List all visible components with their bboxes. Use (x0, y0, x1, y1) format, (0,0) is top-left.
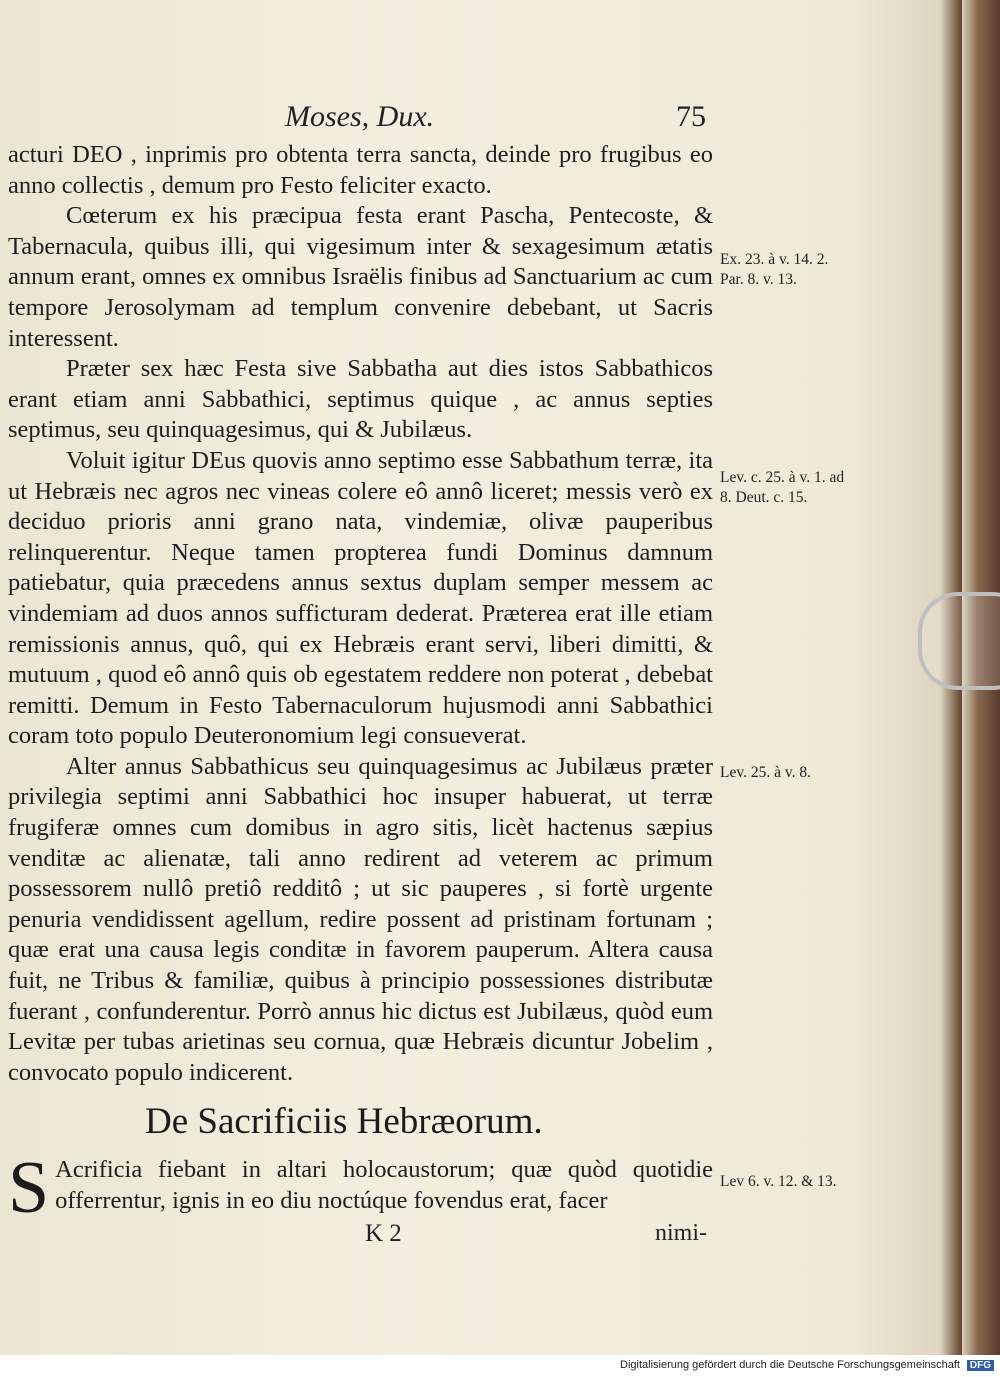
signature-mark: K 2 (365, 1220, 402, 1247)
dfg-logo: DFG (967, 1360, 994, 1371)
paragraph: Voluit igitur DEus quovis anno septimo esse Sabbathum terræ, ita ut Hebræis nec agros nec vineas colere eô annô liceret; messis verò ex deciduo prioris anni grano nata, vindemiæ, olivæ pauperibus relinquerentur. Neque tamen propterea fundi Dominus damnum patiebatur, quia præcedens annus sextus duplam semper messem ac vindemiam ad duos annos sufficturam dederat. Præterea erat ille etiam remissionis annus, quô, qui ex Hebræis erant servi, liberi dimitti, & mutuum , quod eô annô quis ob egestatem reddere non poterat , debebat remitti. Demum in Festo Tabernaculorum hujusmodi anni Sabbathici coram toto populo Deuteronomium legi consueverat. (8, 446, 713, 750)
section-heading: De Sacrificiis Hebræorum. (145, 1101, 543, 1142)
final-paragraph (8, 1147, 713, 1229)
page-header (0, 100, 1000, 140)
paragraph: acturi DEO , inprimis pro obtenta terra sancta, deinde pro frugibus eo anno collectis , demum pro Festo feliciter exacto. (8, 141, 713, 199)
body-text (8, 140, 713, 1088)
funding-credit: Digitalisierung gefördert durch die Deutsche Forschungsgemeinschaft (620, 1359, 960, 1371)
margin-note: Lev 6. v. 12. & 13. (720, 1173, 837, 1190)
paragraph: Cœterum ex his præcipua festa erant Pascha, Pentecoste, & Tabernacula, quibus illi, qui vigesimum inter & sexagesimum ætatis annum erant, omnes ex omnibus Israëlis finibus ad Sanctuarium ac cum tempore Jerosolymam ad templum convenire debebant, ut Sacris interessent. (8, 202, 713, 352)
digitization-footer (0, 1355, 1000, 1377)
page-clip (918, 592, 1000, 690)
drop-cap: S (8, 1147, 50, 1229)
page-number: 75 (676, 100, 706, 133)
final-paragraph-text: Acrificia fiebant in altari holocaustorum; quæ quòd quotidie offerrentur, ignis in eo diu noctúque fovendus erat, facer (55, 1156, 713, 1214)
page-footer-signature (0, 1220, 1000, 1254)
running-head: Moses, Dux. (285, 100, 435, 133)
paragraph: Præter sex hæc Festa sive Sabbatha aut dies istos Sabbathicos erant etiam anni Sabbathici, septimus quique , ac annus septies septimus, seu quinquagesimus, qui & Jubilæus. (8, 355, 713, 444)
margin-note: Lev. 25. à v. 8. (720, 764, 811, 781)
margin-note: Ex. 23. à v. 14. 2. Par. 8. v. 13. (720, 251, 829, 288)
paragraph: Alter annus Sabbathicus seu quinquagesimus ac Jubilæus præter privilegia septimi anni Sabbathici hoc insuper habuerat, ut terræ frugiferæ omnes cum domibus in agro sitis, licèt hactenus sæpius venditæ ac alienatæ, tali anno redirent ad veterem ac primum possessorem nullô pretiô redditô ; ut sic pauperes , si fortè urgente penuria vendidissent agellum, redire possent ad pristinam fortunam ; quæ erat una causa legis conditæ in favorem pauperum. Altera causa fuit, ne Tribus & familiæ, quibus à principio possessiones distributæ fuerant , confunderentur. Porrò annus hic dictus est Jubilæus, quòd eum Levitæ per tubas arietinas seu cornua, quæ Hebræis dicuntur Jobelim , convocato populo indicerent. (8, 752, 713, 1086)
catchword: nimi- (655, 1220, 707, 1246)
margin-note: Lev. c. 25. à v. 1. ad 8. Deut. c. 15. (720, 469, 845, 506)
